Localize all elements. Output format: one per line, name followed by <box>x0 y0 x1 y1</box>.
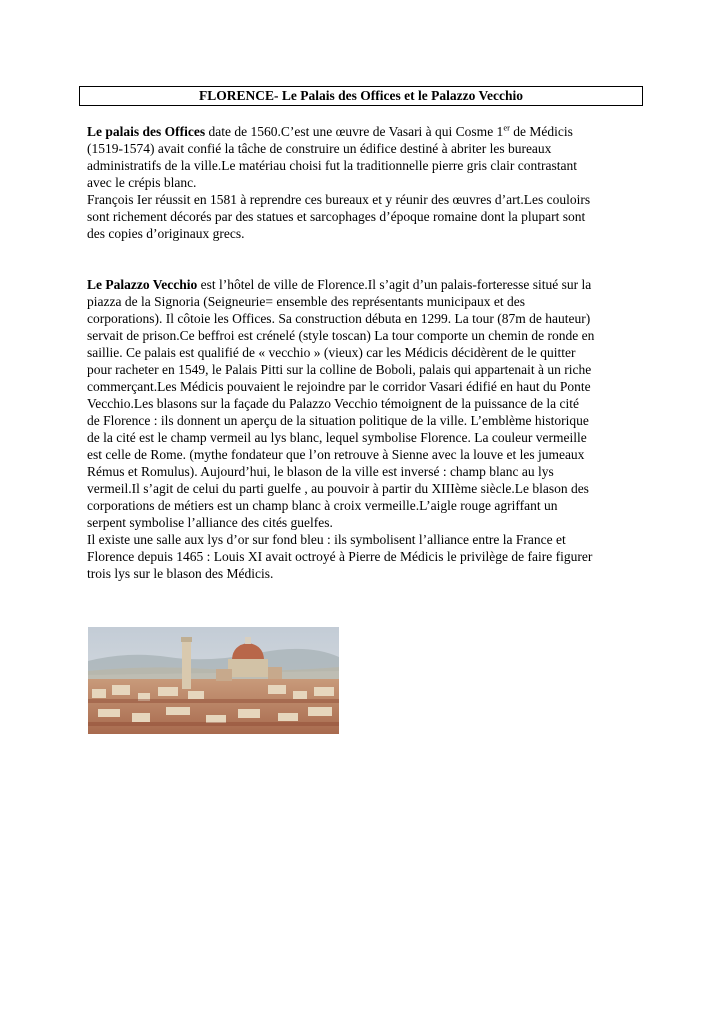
vecchio-line: de Florence : ils donnent un aperçu de la situation politique de la ville. L’emblème historique <box>87 413 589 428</box>
offices-line: sont richement décorés par des statues et sarcophages d’époque romaine dont la plupart sont <box>87 209 586 224</box>
vecchio-line: Vecchio.Les blasons sur la façade du Palazzo Vecchio témoignent de la puissance de la cité <box>87 396 579 411</box>
offices-paragraph <box>87 123 647 242</box>
offices-line: (1519-1574) avait confié la tâche de construire un édifice destiné à abriter les bureaux <box>87 141 552 156</box>
vecchio-line: serpent symbolise l’alliance des cités guelfes. <box>87 515 333 530</box>
vecchio-line: est celle de Rome. (mythe fondateur que l’on retrouve à Sienne avec la louve et les jumeaux <box>87 447 585 462</box>
vecchio-line: corporations). Il côtoie les Offices. Sa construction débuta en 1299. La tour (87m de hauteur) <box>87 311 591 326</box>
vecchio-line: servait de prison.Ce beffroi est crénelé (style toscan) La tour comporte un chemin de ronde en <box>87 328 595 343</box>
page-title: FLORENCE- Le Palais des Offices et le Palazzo Vecchio <box>79 86 643 106</box>
vecchio-line: vermeil.Il s’agit de celui du parti guelfe , au pouvoir à partir du XIIIème siècle.Le blason des <box>87 481 589 496</box>
offices-line: administratifs de la ville.Le matériau choisi fut la traditionnelle pierre gris clair contrastant <box>87 158 577 173</box>
vecchio-line-1: Le Palazzo Vecchio est l’hôtel de ville de Florence.Il s’agit d’un palais-forteresse situé sur la <box>87 277 592 292</box>
vecchio-line: de la cité est le champ vermeil au lys blanc, lequel symbolise Florence. La couleur vermeille <box>87 430 587 445</box>
vecchio-paragraph <box>87 276 647 582</box>
offices-line: avec le crépis blanc. <box>87 175 197 190</box>
ordinal-superscript: er <box>503 122 510 133</box>
vecchio-line: commerçant.Les Médicis pouvaient le rejoindre par le corridor Vasari édifié en haut du Ponte <box>87 379 591 394</box>
vecchio-heading: Le Palazzo Vecchio <box>87 277 198 292</box>
vecchio-line: Rémus et Romulus). Aujourd’hui, le blason de la ville est inversé : champ blanc au lys <box>87 464 554 479</box>
vecchio-line: piazza de la Signoria (Seigneurie= ensemble des représentants municipaux et des <box>87 294 525 309</box>
offices-line: François Ier réussit en 1581 à reprendre ces bureaux et y réunir des œuvres d’art.Les couloirs <box>87 192 591 207</box>
vecchio-line: pour racheter en 1549, le Palais Pitti sur la colline de Boboli, palais qui appartenait à un riche <box>87 362 592 377</box>
offices-heading: Le palais des Offices <box>87 124 206 139</box>
offices-line-1: Le palais des Offices date de 1560.C’est une œuvre de Vasari à qui Cosme 1er de Médicis <box>87 122 573 139</box>
florence-skyline-photo <box>88 627 339 734</box>
vecchio-line: trois lys sur le blason des Médicis. <box>87 566 274 581</box>
vecchio-line: Il existe une salle aux lys d’or sur fond bleu : ils symbolisent l’alliance entre la France et <box>87 532 566 547</box>
offices-line: des copies d’originaux grecs. <box>87 226 245 241</box>
vecchio-line: Florence depuis 1465 : Louis XI avait octroyé à Pierre de Médicis le privilège de faire figurer <box>87 549 593 564</box>
vecchio-line: saillie. Ce palais est qualifié de « vecchio » (vieux) car les Médicis décidèrent de le quitter <box>87 345 576 360</box>
vecchio-line: corporations de métiers est un champ blanc à croix vermeille.L’aigle rouge agriffant un <box>87 498 558 513</box>
florence-skyline-photo-icon <box>88 627 339 734</box>
